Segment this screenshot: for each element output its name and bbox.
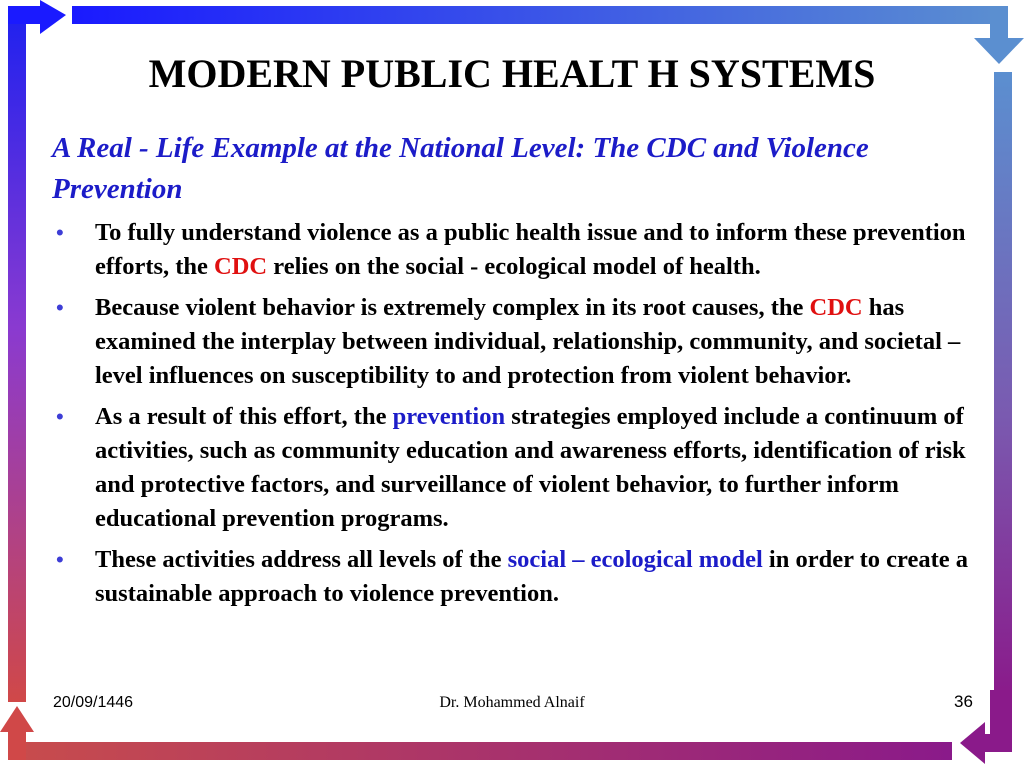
frame-left-bar <box>8 22 26 702</box>
bullet-text: These activities address all levels of the <box>95 546 508 573</box>
frame-right-bar <box>994 72 1012 697</box>
highlight-term: CDC <box>809 294 863 321</box>
bullet-text: strategies employed include a continuum of activities, such as community education and awareness efforts, identification of risk and protective factors, and surveillance of violent behavior, to further inform educational prevention programs. <box>95 403 966 532</box>
bullet-text: To fully understand violence as a public health issue and to inform these prevention efforts, the <box>95 219 966 280</box>
page-number: 36 <box>954 692 973 711</box>
bullet-dot-icon: • <box>56 404 64 429</box>
highlight-term: social – ecological model <box>507 546 763 573</box>
footer-date: 20/09/1446 <box>53 694 134 711</box>
bullet-list <box>56 216 976 618</box>
list-item <box>56 216 976 284</box>
frame-bottom-bar <box>16 742 952 760</box>
bullet-text: Because violent behavior is extremely complex in its root causes, the <box>95 294 810 321</box>
footer-author: Dr. Mohammed Alnaif <box>439 694 585 711</box>
bullet-dot-icon: • <box>56 547 64 572</box>
list-item <box>56 400 976 536</box>
list-item <box>56 543 976 611</box>
highlight-term: CDC <box>214 253 268 280</box>
highlight-term: prevention <box>392 403 506 430</box>
bullet-text: in order to create a sustainable approach to violence prevention. <box>95 546 969 607</box>
bullet-dot-icon: • <box>56 220 64 245</box>
list-item <box>56 291 976 393</box>
frame-top-bar <box>72 6 1007 24</box>
bullet-text: has examined the interplay between individual, relationship, community, and societal – level influences on susceptibility to and protection from violent behavior. <box>95 294 961 389</box>
bullet-text: As a result of this effort, the <box>95 403 393 430</box>
page-title: MODERN PUBLIC HEALT H SYSTEMS <box>148 51 876 96</box>
bullet-dot-icon: • <box>56 295 64 320</box>
slide-subtitle: A Real - Life Example at the National Level: The CDC and Violence Prevention <box>52 132 869 205</box>
bullet-text: relies on the social - ecological model of health. <box>267 253 761 280</box>
